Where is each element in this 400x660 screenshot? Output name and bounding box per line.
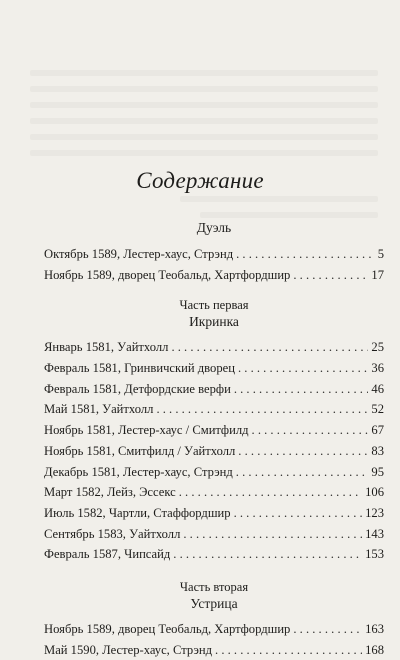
toc-entry[interactable] bbox=[44, 462, 384, 483]
part-label-two: Часть вторая bbox=[179, 579, 249, 594]
toc-entry-page: 106 bbox=[365, 485, 384, 500]
page-title: Содержание bbox=[136, 168, 264, 193]
toc-entry[interactable] bbox=[44, 244, 384, 265]
toc-entry-label: Ноябрь 1581, Лестер-хаус / Смитфилд bbox=[44, 423, 249, 438]
toc-entry-label: Февраль 1587, Чипсайд bbox=[44, 547, 171, 562]
dot-leader bbox=[236, 244, 375, 265]
toc-entry-page: 123 bbox=[365, 505, 384, 520]
toc-entry[interactable] bbox=[44, 420, 384, 441]
dot-leader bbox=[252, 420, 369, 441]
toc-entry-label: Декабрь 1581, Лестер-хаус, Стрэнд bbox=[44, 464, 233, 479]
toc-entry-page: 36 bbox=[371, 361, 384, 376]
part-label-one: Часть первая bbox=[179, 298, 249, 313]
toc-entry-label: Ноябрь 1589, дворец Теобальд, Хартфордшир bbox=[44, 267, 291, 282]
toc-entry[interactable] bbox=[44, 524, 384, 545]
toc-entry-label: Февраль 1581, Детфордские верфи bbox=[44, 381, 231, 396]
dot-leader bbox=[183, 524, 362, 545]
toc-entry-label: Март 1582, Лейз, Эссекс bbox=[44, 485, 176, 500]
toc-entry-page: 95 bbox=[371, 464, 384, 479]
toc-entry-page: 143 bbox=[365, 526, 384, 541]
toc-entry-label: Июль 1582, Чартли, Стаффордшир bbox=[44, 505, 231, 520]
toc-entry[interactable] bbox=[44, 399, 384, 420]
toc-entry[interactable] bbox=[44, 337, 384, 358]
toc-entry-page: 17 bbox=[371, 267, 384, 282]
dot-leader bbox=[238, 441, 368, 462]
dot-leader bbox=[236, 462, 369, 483]
toc-entry-page: 52 bbox=[371, 402, 384, 417]
toc-entry[interactable] bbox=[44, 265, 384, 286]
table-of-contents bbox=[44, 219, 384, 660]
dot-leader bbox=[293, 265, 368, 286]
toc-entry[interactable] bbox=[44, 544, 384, 565]
toc-entry-label: Май 1581, Уайтхолл bbox=[44, 402, 154, 417]
toc-entry-page: 46 bbox=[371, 381, 384, 396]
dot-leader bbox=[293, 619, 362, 640]
dot-leader bbox=[215, 640, 362, 660]
toc-entry[interactable] bbox=[44, 640, 384, 660]
dot-leader bbox=[234, 379, 369, 400]
toc-entry-label: Ноябрь 1581, Смитфилд / Уайтхолл bbox=[44, 443, 236, 458]
toc-entry-page: 153 bbox=[365, 547, 384, 562]
toc-entry-label: Сентябрь 1583, Уайтхолл bbox=[44, 526, 181, 541]
dot-leader bbox=[171, 337, 368, 358]
toc-entry-page: 168 bbox=[365, 642, 384, 657]
toc-entry-label: Февраль 1581, Гринвичский дворец bbox=[44, 361, 235, 376]
toc-entry[interactable] bbox=[44, 482, 384, 503]
dot-leader bbox=[234, 503, 363, 524]
toc-entry-page: 83 bbox=[371, 443, 384, 458]
toc-entry-label: Ноябрь 1589, дворец Теобальд, Хартфордшир bbox=[44, 621, 291, 636]
dot-leader bbox=[238, 358, 368, 379]
section-heading-duel: Дуэль bbox=[196, 220, 232, 235]
dot-leader bbox=[179, 482, 362, 503]
toc-entry[interactable] bbox=[44, 379, 384, 400]
toc-entry[interactable] bbox=[44, 503, 384, 524]
toc-entry-page: 25 bbox=[371, 340, 384, 355]
toc-entry-page: 67 bbox=[371, 423, 384, 438]
toc-entry-label: Май 1590, Лестер-хаус, Стрэнд bbox=[44, 642, 213, 657]
toc-entry[interactable] bbox=[44, 441, 384, 462]
toc-entry-label: Октябрь 1589, Лестер-хаус, Стрэнд bbox=[44, 247, 234, 261]
toc-entry-page: 5 bbox=[377, 247, 384, 261]
toc-entry-page: 163 bbox=[365, 621, 384, 636]
dot-leader bbox=[173, 544, 362, 565]
section-heading-ustritsa: Устрица bbox=[190, 595, 238, 611]
toc-entry-label: Январь 1581, Уайтхолл bbox=[44, 340, 169, 355]
toc-entry[interactable] bbox=[44, 619, 384, 640]
dot-leader bbox=[156, 399, 368, 420]
toc-entry[interactable] bbox=[44, 358, 384, 379]
section-heading-ikrinka: Икринка bbox=[189, 314, 239, 330]
